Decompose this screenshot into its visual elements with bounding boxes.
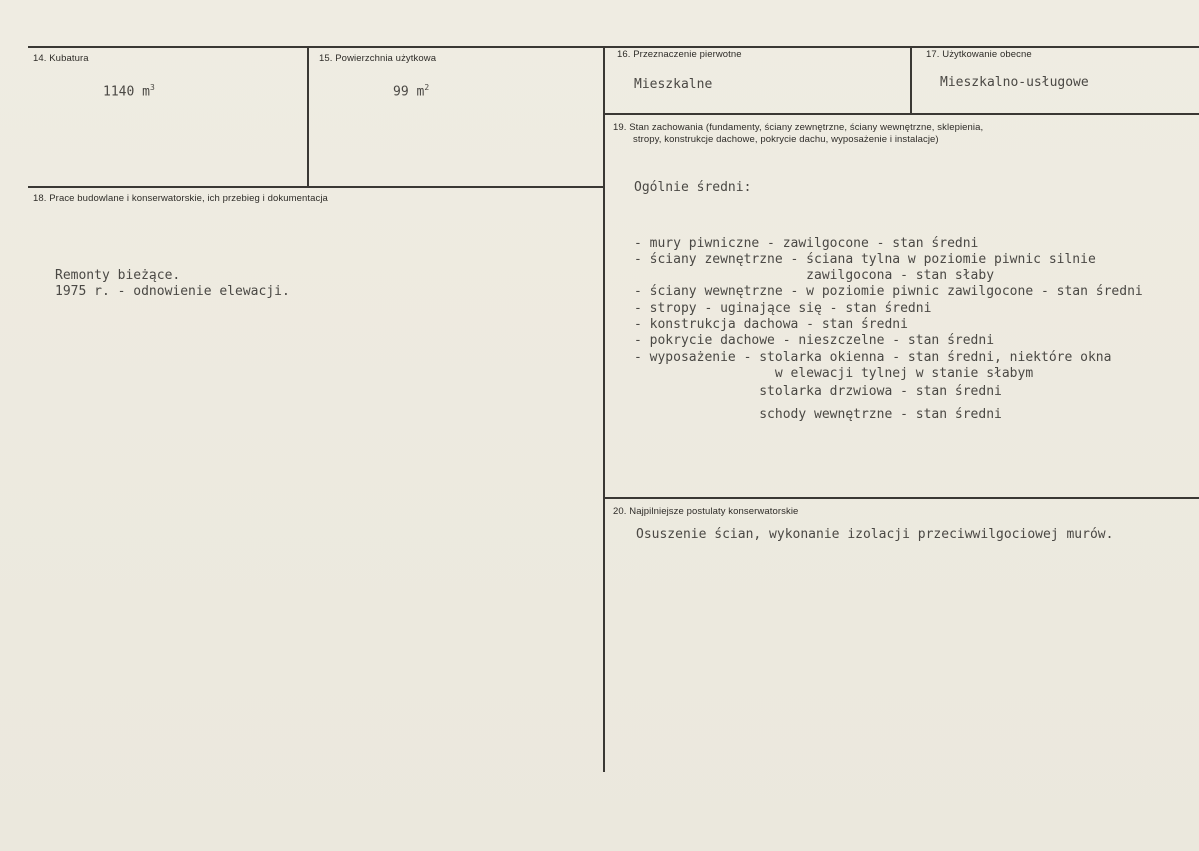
rule-under-field-14-15	[28, 186, 605, 188]
field-20-label: 20. Najpilniejsze postulaty konserwatorskie	[613, 506, 799, 517]
condition-line: - ściany wewnętrzne - w poziomie piwnic zawilgocone - stan średni	[634, 284, 1143, 300]
field-18-value	[55, 235, 290, 333]
field-15-unit-exponent: 2	[424, 83, 430, 92]
field-17-label: 17. Użytkowanie obecne	[926, 49, 1032, 60]
field-19-label-line1: 19. Stan zachowania (fundamenty, ściany zewnętrzne, ściany wewnętrzne, sklepienia,	[613, 122, 984, 133]
rule-above-field-20	[604, 497, 1199, 499]
field-15-value	[393, 80, 429, 101]
center-divider	[603, 46, 605, 772]
field-14-unit-exponent: 3	[149, 83, 155, 92]
field-14-number: 1140 m	[103, 84, 150, 100]
condition-line: zawilgocona - stan słaby	[634, 268, 995, 284]
field-16-label: 16. Przeznaczenie pierwotne	[617, 49, 742, 60]
top-rule	[28, 46, 1199, 48]
condition-line: - wyposażenie - stolarka okienna - stan średni, niektóre okna	[634, 349, 1112, 365]
field-20-value: Osuszenie ścian, wykonanie izolacji przeciwwilgociowej murów.	[636, 527, 1114, 542]
condition-line: stolarka drzwiowa - stan średni	[634, 384, 1002, 400]
condition-line: schody wewnętrzne - stan średni	[634, 406, 1002, 422]
field-16-value: Mieszkalne	[634, 77, 713, 92]
field-19-condition-list	[634, 203, 1143, 455]
field-18-label: 18. Prace budowlane i konserwatorskie, ich przebieg i dokumentacja	[33, 193, 328, 204]
field-15-label: 15. Powierzchnia użytkowa	[319, 53, 437, 64]
field-14-value	[103, 80, 155, 101]
works-line: Remonty bieżące.	[55, 267, 181, 283]
condition-line: - konstrukcja dachowa - stan średni	[634, 317, 908, 333]
divider-14-15	[307, 46, 309, 187]
divider-16-17	[910, 46, 912, 114]
field-17-value: Mieszkalno-usługowe	[940, 75, 1089, 90]
field-19-heading: Ogólnie średni:	[634, 180, 752, 195]
condition-line: - mury piwniczne - zawilgocone - stan średni	[634, 235, 979, 251]
condition-line: w elewacji tylnej w stanie słabym	[634, 365, 1034, 381]
rule-under-field-16-17	[604, 113, 1199, 115]
condition-line: - pokrycie dachowe - nieszczelne - stan średni	[634, 333, 995, 349]
condition-line: - ściany zewnętrzne - ściana tylna w poziomie piwnic silnie	[634, 251, 1096, 267]
condition-line: - stropy - uginające się - stan średni	[634, 300, 932, 316]
field-15-number: 99 m	[393, 84, 425, 100]
field-14-label: 14. Kubatura	[33, 53, 89, 64]
field-19-label-line2: stropy, konstrukcje dachowe, pokrycie dachu, wyposażenie i instalacje)	[633, 134, 939, 145]
works-line: 1975 r. - odnowienie elewacji.	[55, 283, 290, 299]
